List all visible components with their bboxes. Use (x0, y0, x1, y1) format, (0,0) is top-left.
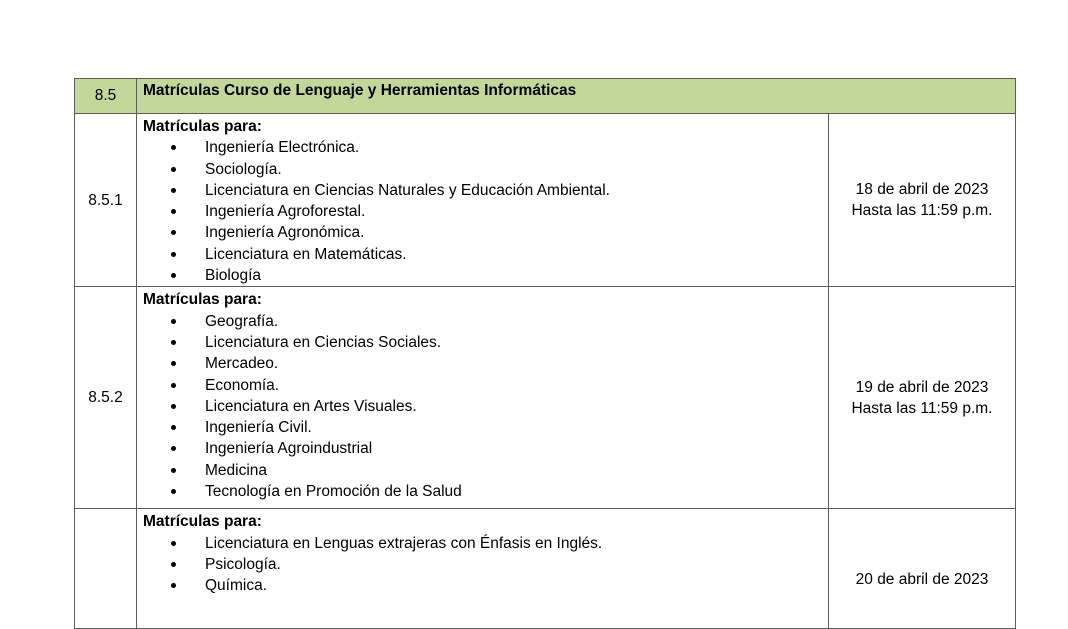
program-name: Licenciatura en Ciencias Sociales. (205, 333, 442, 351)
row-number (75, 509, 137, 629)
program-name: Geografía. (205, 312, 279, 330)
program-name: Química. (205, 577, 268, 595)
bullet-dot-icon (171, 425, 176, 430)
bullet-dot-icon (171, 489, 176, 494)
program-list (143, 311, 828, 503)
section-title: Matrículas Curso de Lenguaje y Herramientas Informáticas (137, 79, 1016, 114)
program-name: Licenciatura en Matemáticas. (205, 245, 407, 263)
list-item (143, 481, 828, 502)
deadline-date: 18 de abril de 2023 (855, 180, 989, 198)
list-item (143, 417, 828, 438)
program-name: Ingeniería Agroindustrial (205, 440, 373, 458)
list-item (143, 201, 828, 222)
list-item (143, 222, 828, 243)
bullet-dot-icon (171, 188, 176, 193)
bullet-dot-icon (171, 167, 176, 172)
table-row (75, 114, 1016, 287)
list-item (143, 137, 828, 158)
table-row (75, 509, 1016, 629)
deadline-time: Hasta las 11:59 p.m. (851, 399, 993, 417)
table-row (75, 287, 1016, 509)
list-item (143, 438, 828, 459)
program-name: Ingeniería Agroforestal. (205, 203, 366, 221)
list-item (143, 332, 828, 353)
program-name: Biología (205, 267, 262, 285)
schedule-table (74, 78, 1016, 629)
row-description (137, 509, 829, 629)
row-description (137, 114, 829, 287)
program-name: Licenciatura en Lenguas extrajeras con Énfasis en Inglés. (205, 534, 603, 552)
program-name: Economía. (205, 376, 280, 394)
list-item (143, 353, 828, 374)
section-header-row (75, 79, 1016, 114)
bullet-dot-icon (171, 252, 176, 257)
bullet-dot-icon (171, 319, 176, 324)
program-name: Mercadeo. (205, 355, 279, 373)
list-item (143, 396, 828, 417)
list-item (143, 180, 828, 201)
bullet-dot-icon (171, 446, 176, 451)
bullet-dot-icon (171, 541, 176, 546)
program-list (143, 533, 828, 597)
bullet-dot-icon (171, 209, 176, 214)
list-item (143, 460, 828, 481)
list-item (143, 265, 828, 286)
row-number: 8.5.1 (75, 114, 137, 287)
list-item (143, 575, 828, 596)
bullet-dot-icon (171, 404, 176, 409)
row-number: 8.5.2 (75, 287, 137, 509)
bullet-dot-icon (171, 145, 176, 150)
program-name: Psicología. (205, 555, 281, 573)
list-item (143, 533, 828, 554)
bullet-dot-icon (171, 230, 176, 235)
program-name: Ingeniería Electrónica. (205, 139, 360, 157)
row-lead: Matrículas para: (143, 291, 262, 309)
program-name: Licenciatura en Artes Visuales. (205, 397, 417, 415)
row-deadline (829, 509, 1016, 629)
program-name: Tecnología en Promoción de la Salud (205, 483, 462, 501)
row-deadline (829, 114, 1016, 287)
deadline-date: 20 de abril de 2023 (855, 571, 989, 589)
program-name: Sociología. (205, 160, 282, 178)
row-lead: Matrículas para: (143, 118, 262, 135)
section-number: 8.5 (75, 79, 137, 114)
program-name: Medicina (205, 461, 268, 479)
row-description (137, 287, 829, 509)
deadline-time: Hasta las 11:59 p.m. (851, 202, 993, 220)
list-item (143, 554, 828, 575)
list-item (143, 311, 828, 332)
deadline-date: 19 de abril de 2023 (855, 378, 989, 396)
row-deadline (829, 287, 1016, 509)
program-name: Ingeniería Agronómica. (205, 224, 365, 242)
row-lead: Matrículas para: (143, 513, 262, 531)
program-name: Ingeniería Civil. (205, 419, 312, 437)
bullet-dot-icon (171, 383, 176, 388)
list-item (143, 244, 828, 265)
list-item (143, 159, 828, 180)
program-name: Licenciatura en Ciencias Naturales y Educación Ambiental. (205, 181, 610, 199)
bullet-dot-icon (171, 340, 176, 345)
program-list (143, 137, 828, 286)
bullet-dot-icon (171, 273, 176, 278)
bullet-dot-icon (171, 468, 176, 473)
bullet-dot-icon (171, 562, 176, 567)
list-item (143, 375, 828, 396)
bullet-dot-icon (171, 583, 176, 588)
bullet-dot-icon (171, 361, 176, 366)
